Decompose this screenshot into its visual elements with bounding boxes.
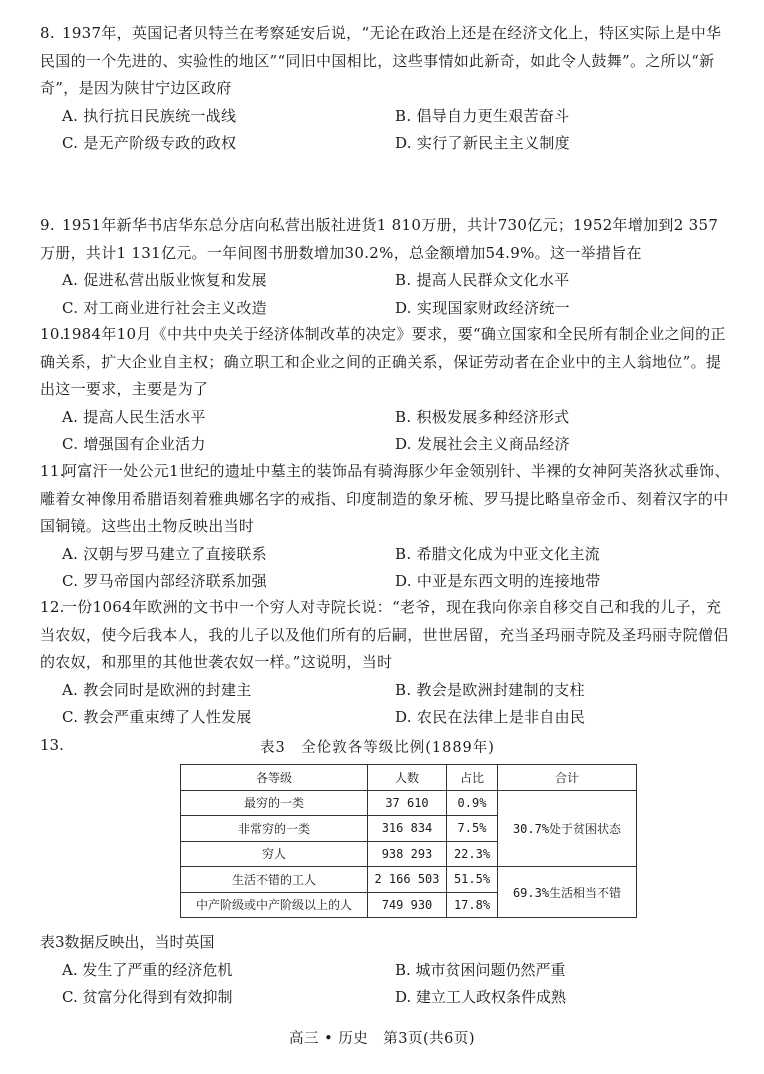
- table-cell: 938 293: [368, 841, 447, 867]
- question-11-options-row2: [40, 568, 730, 596]
- question-9-stem: 9. 1951年新华书店华东总分店向私营出版社进货1 810万册，共计730亿元；1952年增加到2 357万册，共计1 131亿元。一年间图书册数增加30.2%，总金额增加54.9%。这一举措旨在: [40, 216, 719, 262]
- option-12b[interactable]: B. 教会是欧洲封建制的支柱: [395, 680, 585, 699]
- question-11-stem: 11.阿富汗一处公元1世纪的遗址中墓主的装饰品有骑海豚少年金领别针、半裸的女神阿芙洛狄忒垂饰、雕着女神像用希腊语刻着雅典娜名字的戒指、印度制造的象牙梳、罗马提比略皇帝金币、刻着汉字的中国铜镜。这些出土物反映出当时: [40, 462, 730, 535]
- table-cell: 非常穷的一类: [181, 816, 368, 842]
- question-12-options-row1: [40, 677, 730, 705]
- option-8d[interactable]: D. 实行了新民主主义制度: [395, 134, 570, 152]
- question-8-stem: 8. 1937年，英国记者贝特兰在考察延安后说，“无论在政治上还是在经济文化上，特区实际上是中华民国的一个先进的、实验性的地区”“同旧中国相比，这些事情如此新奇，如此令人鼓舞”。之所以“新奇”，是因为陕甘宁边区政府: [40, 24, 722, 97]
- question-11: [40, 458, 730, 596]
- question-13-number: 13.: [40, 736, 64, 754]
- table-cell: 7.5%: [447, 816, 498, 842]
- question-10-stem: 10.1984年10月《中共中央关于经济体制改革的决定》要求，要“确立国家和全民所有制企业之间的正确关系，扩大企业自主权；确立职工和企业之间的正确关系，保证劳动者在企业中的主人翁地位”。提出这一要求，主要是为了: [40, 325, 726, 398]
- table-cell: 中产阶级或中产阶级以上的人: [181, 892, 368, 918]
- question-13-options-row1: [40, 957, 730, 985]
- table-cell: 生活不错的工人: [181, 867, 368, 893]
- option-12c[interactable]: C. 教会严重束缚了人性发展: [62, 708, 252, 726]
- table-header-row: [181, 765, 637, 791]
- option-10b[interactable]: B. 积极发展多种经济形式: [395, 407, 570, 426]
- option-9c[interactable]: C. 对工商业进行社会主义改造: [62, 298, 267, 317]
- table-sum-good: 69.3%生活相当不错: [498, 867, 637, 918]
- table-header-share: 占比: [447, 765, 498, 791]
- table-cell: 316 834: [368, 816, 447, 842]
- table-cell: 51.5%: [447, 867, 498, 893]
- option-13b[interactable]: B. 城市贫困问题仍然严重: [395, 960, 566, 979]
- option-9b[interactable]: B. 提高人民群众文化水平: [395, 271, 570, 289]
- option-12d[interactable]: D. 农民在法律上是非自由民: [395, 708, 586, 726]
- question-10: [40, 321, 730, 459]
- option-11a[interactable]: A. 汉朝与罗马建立了直接联系: [62, 544, 267, 563]
- question-10-options-row1: [40, 404, 730, 432]
- option-8b[interactable]: B. 倡导自力更生艰苦奋斗: [395, 106, 570, 125]
- question-13-body: [40, 929, 730, 1012]
- question-8-options-row2: [40, 130, 730, 158]
- question-13-stem: 表3数据反映出，当时英国: [40, 933, 215, 951]
- table-header-count: 人数: [368, 765, 447, 791]
- table-row: [181, 790, 637, 816]
- option-12a[interactable]: A. 教会同时是欧洲的封建主: [62, 680, 252, 699]
- option-11c[interactable]: C. 罗马帝国内部经济联系加强: [62, 572, 267, 590]
- option-13c[interactable]: C. 贫富分化得到有效抑制: [62, 988, 233, 1006]
- question-12-stem: 12.一份1064年欧洲的文书中一个穷人对寺院长说：“老爷，现在我向你亲自移交自己和我的儿子，充当农奴，使今后我本人，我的儿子以及他们所有的后嗣，世世居留，充当圣玛丽寺院及圣玛丽寺院僧侣的农奴，和那里的其他世袭农奴一样。”这说明，当时: [40, 598, 729, 671]
- option-11b[interactable]: B. 希腊文化成为中亚文化主流: [395, 544, 601, 563]
- table-cell: 37 610: [368, 790, 447, 816]
- table-cell: 2 166 503: [368, 867, 447, 893]
- table-cell: 22.3%: [447, 841, 498, 867]
- question-8: [40, 20, 730, 158]
- question-12-options-row2: [40, 704, 730, 732]
- table-cell: 最穷的一类: [181, 790, 368, 816]
- option-8a[interactable]: A. 执行抗日民族统一战线: [62, 106, 237, 125]
- table-cell: 0.9%: [447, 790, 498, 816]
- option-9d[interactable]: D. 实现国家财政经济统一: [395, 298, 570, 317]
- question-9-options-row2: [40, 295, 730, 323]
- option-10a[interactable]: A. 提高人民生活水平: [62, 407, 206, 426]
- table-cell: 17.8%: [447, 892, 498, 918]
- question-8-options-row1: [40, 103, 730, 131]
- table-header-total: 合计: [498, 765, 637, 791]
- option-9a[interactable]: A. 促进私营出版业恢复和发展: [62, 271, 267, 289]
- table-row: [181, 867, 637, 893]
- option-8c[interactable]: C. 是无产阶级专政的政权: [62, 134, 237, 152]
- table-cell: 穷人: [181, 841, 368, 867]
- table-header-level: 各等级: [181, 765, 368, 791]
- option-10c[interactable]: C. 增强国有企业活力: [62, 435, 206, 453]
- question-9: [40, 212, 730, 322]
- question-12: [40, 594, 730, 732]
- table-3: [180, 764, 637, 918]
- table-cell: 749 930: [368, 892, 447, 918]
- option-11d[interactable]: D. 中亚是东西文明的连接地带: [395, 572, 601, 590]
- page-footer: 高三 • 历史 第3页(共6页): [288, 1031, 476, 1047]
- table-sum-poverty: 30.7%处于贫困状态: [498, 790, 637, 867]
- option-13d[interactable]: D. 建立工人政权条件成熟: [395, 988, 567, 1006]
- question-9-options-row1: [40, 267, 730, 295]
- question-10-options-row2: [40, 431, 730, 459]
- question-13-options-row2: [40, 984, 730, 1012]
- option-13a[interactable]: A. 发生了严重的经济危机: [62, 960, 233, 979]
- option-10d[interactable]: D. 发展社会主义商品经济: [395, 435, 570, 453]
- table-3-title: 表3 全伦敦各等级比例(1889年): [260, 740, 495, 756]
- question-11-options-row1: [40, 541, 730, 569]
